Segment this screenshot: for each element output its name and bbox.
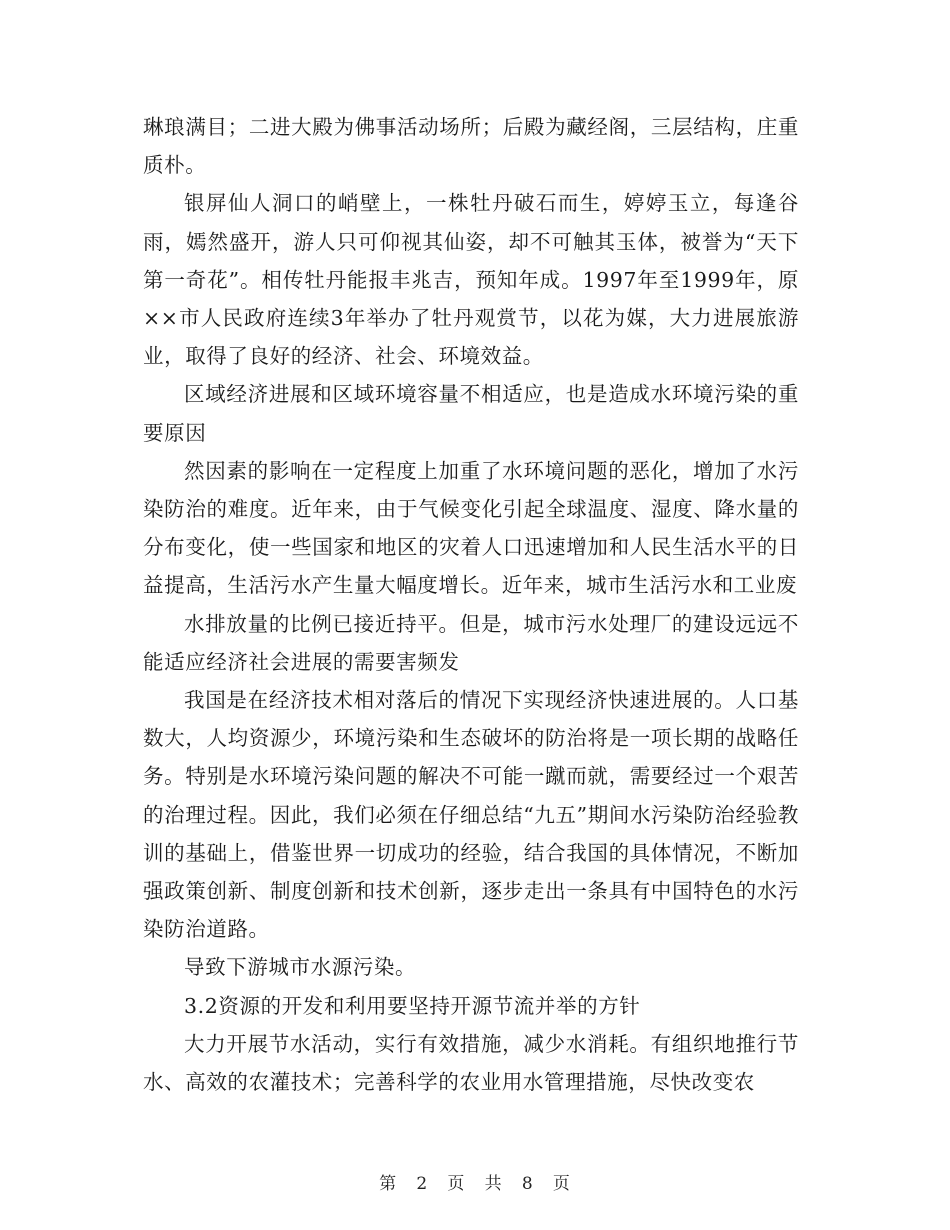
paragraph-7: 导致下游城市水源污染。 xyxy=(184,955,417,980)
footer-label-total: 共 xyxy=(484,1174,503,1194)
footer-label-unit: 页 xyxy=(447,1174,466,1194)
paragraph-5: 水排放量的比例已接近持平。但是，城市污水处理厂的建设远远不能适应经济社会进展的需要害频发 xyxy=(143,611,799,674)
paragraph-2: 银屏仙人洞口的峭壁上，一株牡丹破石而生，婷婷玉立，每逢谷雨，嫣然盛开，游人只可仰视其仙姿，却不可触其玉体，被誉为“天下第一奇花”。相传牡丹能报丰兆吉，预知年成。1997年至1999年，原××市人民政府连续3年举办了牡丹观赏节，以花为媒，大力进展旅游业，取得了良好的经济、社会、环境效益。 xyxy=(143,191,799,369)
paragraph-3: 区域经济进展和区域环境容量不相适应，也是造成水环境污染的重要原因 xyxy=(143,382,799,445)
footer-current-page: 2 xyxy=(416,1174,429,1194)
footer-total-pages: 8 xyxy=(521,1174,534,1194)
footer-label-page: 第 xyxy=(379,1174,398,1194)
paragraph-1: 琳琅满目；二进大殿为佛事活动场所；后殿为藏经阁，三层结构，庄重质朴。 xyxy=(143,115,799,178)
section-heading-3-2: 3.2资源的开发和利用要坚持开源节流并举的方针 xyxy=(184,993,641,1018)
paragraph-9: 大力开展节水活动，实行有效措施，减少水消耗。有组织地推行节水、高效的农灌技术；完善科学的农业用水管理措施，尽快改变农 xyxy=(143,1031,799,1095)
page-footer xyxy=(0,1172,950,1196)
paragraph-4: 然因素的影响在一定程度上加重了水环境问题的恶化，增加了水污染防治的难度。近年来，由于气候变化引起全球温度、湿度、降水量的分布变化，使一些国家和地区的灾着人口迅速增加和人民生活水平的日益提高，生活污水产生量大幅度增长。近年来，城市生活污水和工业废 xyxy=(143,458,799,598)
document-body xyxy=(143,108,799,1101)
paragraph-6: 我国是在经济技术相对落后的情况下实现经济快速进展的。人口基数大，人均资源少，环境污染和生态破坏的防治将是一项长期的战略任务。特别是水环境污染问题的解决不可能一蹴而就，需要经过一个艰苦的治理过程。因此，我们必须在仔细总结“九五”期间水污染防治经验教训的基础上，借鉴世界一切成功的经验，结合我国的具体情况，不断加强政策创新、制度创新和技术创新，逐步走出一条具有中国特色的水污染防治道路。 xyxy=(143,688,799,942)
footer-label-unit-end: 页 xyxy=(552,1174,571,1194)
